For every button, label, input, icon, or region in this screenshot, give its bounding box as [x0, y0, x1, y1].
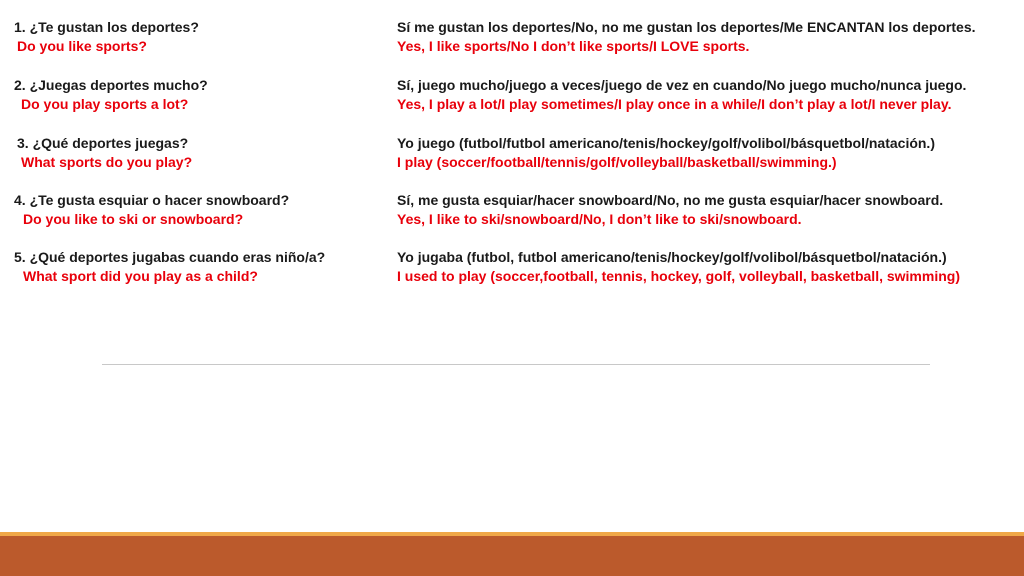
answer-3 — [397, 134, 935, 172]
footer-bar — [0, 536, 1024, 576]
answer-4-spanish: Sí, me gusta esquiar/hacer snowboard/No, no me gusta esquiar/hacer snowboard. — [397, 192, 944, 208]
answer-2-spanish: Sí, juego mucho/juego a veces/juego de vez en cuando/No juego mucho/nunca juego. — [397, 77, 967, 93]
answer-1-spanish: Sí me gustan los deportes/No, no me gustan los deportes/Me ENCANTAN los deportes. — [397, 19, 976, 35]
question-1-spanish: 1. ¿Te gustan los deportes? — [14, 19, 199, 35]
question-1 — [14, 18, 199, 56]
horizontal-divider — [102, 364, 930, 365]
question-1-english: Do you like sports? — [17, 38, 147, 54]
answer-2 — [397, 76, 966, 114]
answer-1 — [397, 18, 976, 56]
question-2-english: Do you play sports a lot? — [21, 96, 189, 112]
answer-3-spanish: Yo juego (futbol/futbol americano/tenis/hockey/golf/volibol/básquetbol/natación.) — [397, 135, 935, 151]
question-5 — [14, 248, 325, 286]
question-3 — [14, 134, 192, 172]
answer-5-spanish: Yo jugaba (futbol, futbol americano/tenis/hockey/golf/volibol/básquetbol/natación.) — [397, 249, 947, 265]
question-3-english: What sports do you play? — [21, 154, 193, 170]
answer-3-english: I play (soccer/football/tennis/golf/volleyball/basketball/swimming.) — [397, 154, 837, 170]
answer-5 — [397, 248, 960, 286]
question-5-spanish: 5. ¿Qué deportes jugabas cuando eras niño/a? — [14, 249, 326, 265]
question-2 — [14, 76, 208, 114]
answer-4 — [397, 191, 943, 229]
answer-2-english: Yes, I play a lot/I play sometimes/I play once in a while/I don’t play a lot/I never play. — [397, 96, 952, 112]
question-4 — [14, 191, 289, 229]
answer-5-english: I used to play (soccer,football, tennis, hockey, golf, volleyball, basketball, swimming) — [397, 268, 960, 284]
answer-1-english: Yes, I like sports/No I don’t like sports/I LOVE sports. — [397, 38, 750, 54]
answer-4-english: Yes, I like to ski/snowboard/No, I don’t like to ski/snowboard. — [397, 211, 802, 227]
question-4-spanish: 4. ¿Te gusta esquiar o hacer snowboard? — [14, 192, 290, 208]
question-3-spanish: 3. ¿Qué deportes juegas? — [17, 135, 189, 151]
question-5-english: What sport did you play as a child? — [23, 268, 258, 284]
question-2-spanish: 2. ¿Juegas deportes mucho? — [14, 77, 208, 93]
question-4-english: Do you like to ski or snowboard? — [23, 211, 244, 227]
